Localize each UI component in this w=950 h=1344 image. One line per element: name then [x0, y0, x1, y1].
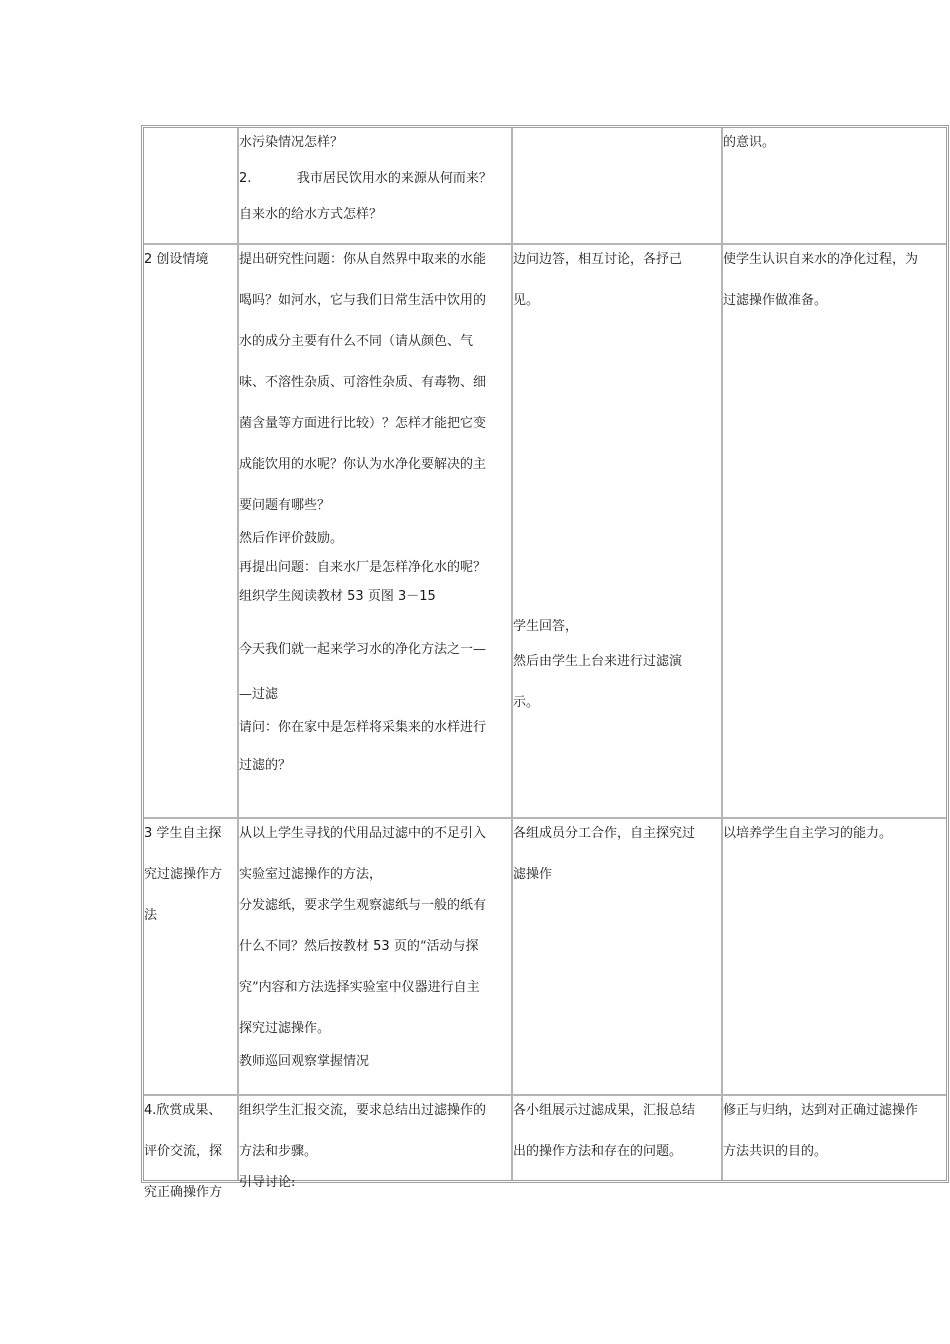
- text-line: 方法共识的目的。: [723, 1144, 828, 1159]
- text-line: 法: [144, 908, 158, 923]
- text-line: 修正与归纳，达到对正确过滤操作: [723, 1103, 919, 1118]
- text-line: 要问题有哪些？: [239, 498, 331, 513]
- text-line: 探究过滤操作。: [239, 1021, 331, 1036]
- table-row: [144, 128, 946, 245]
- text-line: 味、不溶性杂质、可溶性杂质、有毒物、细: [239, 375, 487, 390]
- text-line: 从以上学生寻找的代用品过滤中的不足引入: [239, 826, 487, 841]
- text-line: 然后由学生上台来进行过滤演: [513, 654, 683, 669]
- text-line: 究”内容和方法选择实验室中仪器进行自主: [239, 980, 480, 995]
- text-line: 2. 我市居民饮用水的来源从何而来？: [239, 171, 492, 186]
- text-line: 2 创设情境: [144, 252, 209, 267]
- text-line: 然后作评价鼓励。: [239, 531, 344, 546]
- text-line: 组织学生阅读教材 53 页图 3－15: [239, 589, 436, 604]
- text-line: 出的操作方法和存在的问题。: [513, 1144, 683, 1159]
- design-intent-cell: [723, 128, 946, 243]
- text-line: 评价交流，探: [144, 1144, 223, 1159]
- table-row: [144, 245, 946, 819]
- stage-cell: [144, 819, 239, 1094]
- text-line: 见。: [513, 293, 540, 308]
- text-line: 提出研究性问题：你从自然界中取来的水能: [239, 252, 487, 267]
- teacher-activity-cell: [239, 245, 513, 817]
- text-line: 各小组展示过滤成果，汇报总结: [513, 1103, 696, 1118]
- text-line: 再提出问题：自来水厂是怎样净化水的呢？: [239, 560, 487, 575]
- text-line: 什么不同？然后按教材 53 页的“活动与探: [239, 939, 479, 954]
- text-line: 今天我们就一起来学习水的净化方法之一—: [239, 642, 487, 657]
- table-row: [144, 819, 946, 1096]
- text-line: —过滤: [239, 687, 279, 702]
- text-line: [239, 615, 511, 639]
- text-line: 以培养学生自主学习的能力。: [723, 826, 893, 841]
- text-line: 究正确操作方: [144, 1185, 223, 1200]
- design-intent-cell: [723, 245, 946, 817]
- text-line: 过滤的？: [239, 758, 292, 773]
- text-line: 使学生认识自来水的净化过程，为: [723, 252, 919, 267]
- text-line: 滤操作: [513, 867, 553, 882]
- text-line: 学生回答，: [513, 619, 579, 634]
- text-line: 示。: [513, 695, 540, 710]
- student-activity-cell: [513, 128, 723, 243]
- text-line: 组织学生汇报交流，要求总结出过滤操作的: [239, 1103, 487, 1118]
- stage-cell: [144, 128, 239, 243]
- text-line: 水的成分主要有什么不同（请从颜色、气: [239, 334, 474, 349]
- text-line: 过滤操作做准备。: [723, 293, 828, 308]
- teacher-activity-cell: [239, 1096, 513, 1190]
- text-line: 教师巡回观察掌握情况: [239, 1054, 370, 1069]
- teacher-activity-cell: [239, 819, 513, 1094]
- text-line: 引导讨论:: [239, 1175, 296, 1190]
- design-intent-cell: [723, 1096, 946, 1180]
- text-line: 4.欣赏成果、: [144, 1103, 222, 1118]
- text-line: 的意识。: [723, 135, 776, 150]
- student-activity-cell: [513, 819, 723, 1094]
- stage-cell: [144, 1096, 239, 1200]
- text-line: 各组成员分工合作，自主探究过: [513, 826, 696, 841]
- table-row: [144, 1096, 946, 1200]
- student-activity-cell: [513, 245, 723, 817]
- text-line: 分发滤纸，要求学生观察滤纸与一般的纸有: [239, 898, 487, 913]
- text-line: 请问：你在家中是怎样将采集来的水样进行: [239, 720, 487, 735]
- text-line: 喝吗？如河水，它与我们日常生活中饮用的: [239, 293, 487, 308]
- text-line: 方法和步骤。: [239, 1144, 318, 1159]
- text-line: 水污染情况怎样？: [239, 135, 344, 150]
- lesson-plan-table: [141, 125, 949, 1200]
- text-line: 边问边答，相互讨论，各抒己: [513, 252, 683, 267]
- text-line: 3 学生自主探: [144, 826, 222, 841]
- text-line: 究过滤操作方: [144, 867, 223, 882]
- text-line: 自来水的给水方式怎样？: [239, 207, 383, 222]
- design-intent-cell: [723, 819, 946, 1094]
- text-line: 实验室过滤操作的方法，: [239, 867, 383, 882]
- text-line: 菌含量等方面进行比较）？怎样才能把它变: [239, 416, 487, 431]
- student-activity-cell: [513, 1096, 723, 1180]
- text-line: 成能饮用的水呢？你认为水净化要解决的主: [239, 457, 487, 472]
- stage-cell: [144, 245, 239, 817]
- teacher-activity-cell: [239, 128, 513, 243]
